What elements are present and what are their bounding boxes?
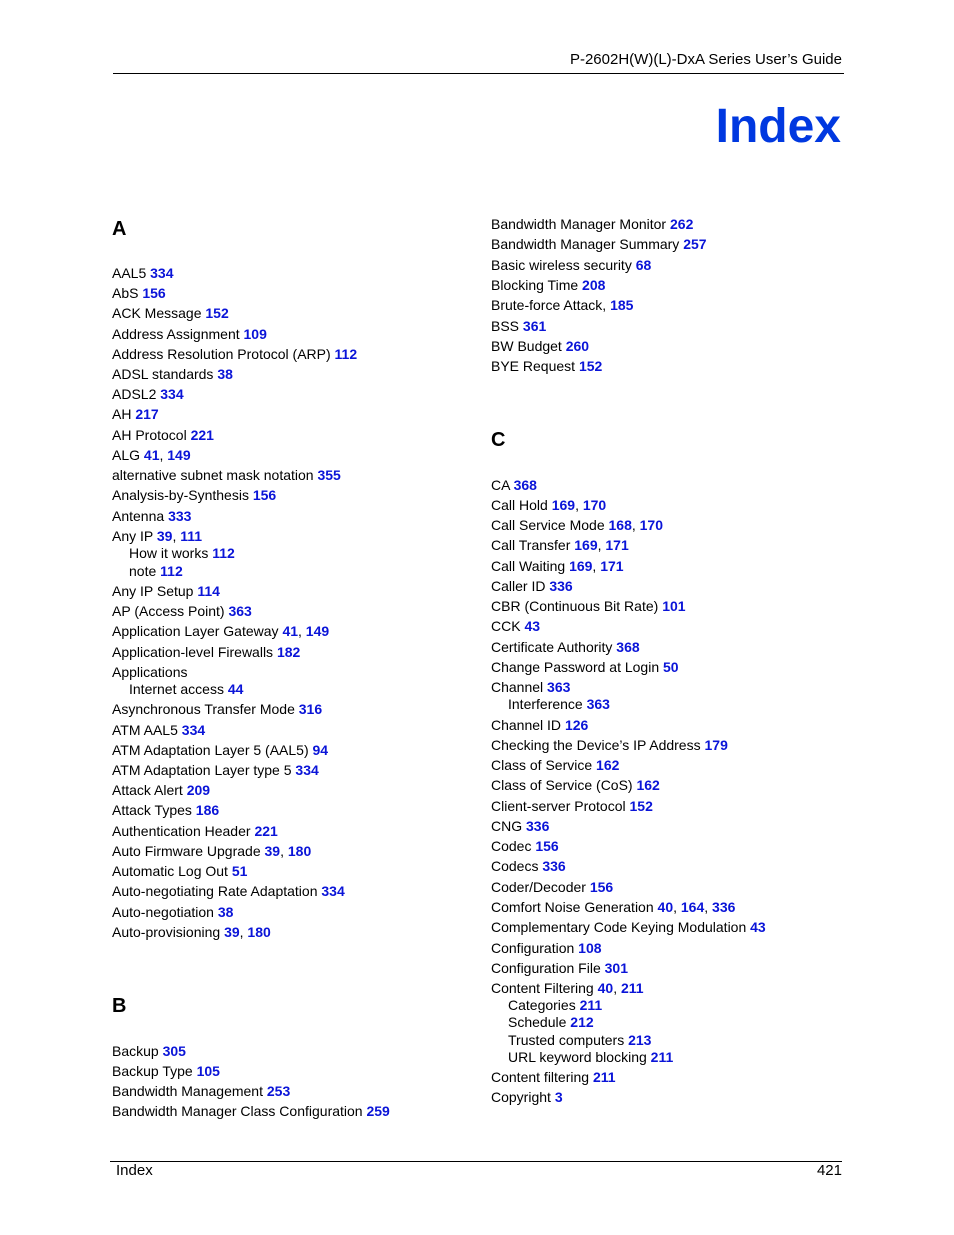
- index-term: CNG: [491, 818, 526, 834]
- page-link[interactable]: 44: [227, 681, 244, 697]
- index-term: Internet access: [129, 681, 228, 697]
- page-link[interactable]: 109: [243, 326, 267, 342]
- index-entry: [491, 236, 707, 253]
- index-entry: [112, 722, 205, 739]
- index-term: Automatic Log Out: [112, 863, 232, 879]
- index-term: alternative subnet mask notation: [112, 467, 318, 483]
- index-term: Call Service Mode: [491, 517, 609, 533]
- index-term: Content Filtering: [491, 980, 598, 996]
- index-term: Basic wireless security: [491, 257, 636, 273]
- guide-title: P-2602H(W)(L)-DxA Series User’s Guide: [569, 51, 842, 68]
- index-term: Antenna: [112, 508, 169, 524]
- index-term: ATM Adaptation Layer type 5: [112, 762, 296, 778]
- page-link[interactable]: 363: [228, 603, 252, 619]
- page-link[interactable]: 94: [312, 742, 329, 758]
- index-term: Blocking Time: [491, 277, 583, 293]
- page-link[interactable]: 152: [578, 358, 603, 374]
- page-separator: ,: [613, 980, 621, 996]
- index-term: Content filtering: [491, 1069, 593, 1085]
- page-link[interactable]: 41: [282, 623, 299, 639]
- page-link[interactable]: 211: [592, 1069, 616, 1085]
- index-entry: [491, 358, 602, 375]
- page-link[interactable]: 169: [569, 558, 593, 574]
- index-entry: [112, 427, 214, 444]
- page-link[interactable]: 170: [639, 517, 663, 533]
- index-entry: [112, 467, 341, 484]
- index-entry: [112, 664, 188, 681]
- page-link[interactable]: 334: [181, 722, 206, 738]
- page-link[interactable]: 112: [160, 563, 183, 579]
- index-entry: [491, 558, 624, 575]
- page-separator: ,: [597, 537, 606, 553]
- page-link[interactable]: 211: [620, 980, 644, 996]
- index-term: Call Waiting: [491, 558, 570, 574]
- index-term: Codec: [491, 838, 536, 854]
- index-entry: [491, 578, 573, 595]
- index-term: Codecs: [491, 858, 543, 874]
- page-link[interactable]: 363: [586, 696, 610, 712]
- index-entry: [112, 1083, 290, 1100]
- index-term: Attack Types: [112, 802, 196, 818]
- index-term: CBR (Continuous Bit Rate): [491, 598, 663, 614]
- index-term: Class of Service (CoS): [491, 777, 637, 793]
- index-subentry: [508, 696, 610, 713]
- page-link[interactable]: 260: [565, 338, 590, 354]
- page-link[interactable]: 149: [167, 447, 191, 463]
- page-link[interactable]: 50: [663, 659, 679, 675]
- index-entry: [491, 717, 588, 734]
- index-term: Any IP: [112, 528, 157, 544]
- index-term: Caller ID: [491, 578, 550, 594]
- index-subentry: [129, 681, 243, 698]
- page-link[interactable]: 212: [570, 1014, 594, 1030]
- header-rule: [113, 73, 844, 74]
- index-entry: [112, 843, 311, 860]
- index-term: note: [129, 563, 161, 579]
- index-term: Bandwidth Management: [112, 1083, 267, 1099]
- index-entry: [112, 508, 191, 525]
- index-term: AH: [112, 406, 136, 422]
- page-link[interactable]: 262: [670, 216, 694, 232]
- index-term: Auto-negotiation: [112, 904, 218, 920]
- index-entry: [112, 265, 174, 282]
- page-link[interactable]: 211: [650, 1049, 674, 1065]
- page-separator: ,: [239, 924, 248, 940]
- page-link[interactable]: 162: [596, 757, 620, 773]
- index-entry: [112, 1103, 390, 1120]
- page-link[interactable]: 185: [610, 297, 634, 313]
- page-link[interactable]: 43: [524, 618, 541, 634]
- index-entry: [491, 838, 559, 855]
- index-entry: [491, 919, 766, 936]
- index-term: Schedule: [508, 1014, 571, 1030]
- index-entry: [491, 216, 693, 233]
- index-entry: [491, 277, 605, 294]
- page-link[interactable]: 336: [526, 818, 550, 834]
- index-subentry: [129, 545, 235, 562]
- index-entry: [112, 883, 345, 900]
- index-entry: [112, 644, 300, 661]
- section-letter: C: [491, 429, 506, 451]
- page-link[interactable]: 336: [542, 858, 566, 874]
- index-term: ADSL standards: [112, 366, 218, 382]
- index-entry: [491, 477, 537, 494]
- index-term: Channel ID: [491, 717, 565, 733]
- index-entry: [491, 960, 628, 977]
- index-entry: [491, 899, 735, 916]
- index-entry: [491, 757, 619, 774]
- page-link[interactable]: 333: [168, 508, 192, 524]
- index-term: Auto Firmware Upgrade: [112, 843, 265, 859]
- page-link[interactable]: 68: [635, 257, 652, 273]
- index-term: Categories: [508, 997, 580, 1013]
- index-entry: [112, 528, 202, 545]
- footer-rule: [110, 1161, 842, 1162]
- index-term: Auto-provisioning: [112, 924, 225, 940]
- index-entry: [491, 517, 663, 534]
- footer-section: Index: [116, 1162, 153, 1179]
- page-link[interactable]: 149: [305, 623, 330, 639]
- index-term: ADSL2: [112, 386, 161, 402]
- page-link[interactable]: 40: [597, 980, 614, 996]
- page-link[interactable]: 217: [135, 406, 159, 422]
- page-link[interactable]: 208: [582, 277, 606, 293]
- index-subentry: [508, 997, 602, 1014]
- index-term: Configuration: [491, 940, 579, 956]
- page-link[interactable]: 336: [712, 899, 736, 915]
- index-entry: [491, 879, 613, 896]
- index-term: Auto-negotiating Rate Adaptation: [112, 883, 322, 899]
- page-link[interactable]: 334: [150, 265, 174, 281]
- index-entry: [491, 1089, 563, 1106]
- index-term: Analysis-by-Synthesis: [112, 487, 253, 503]
- page-link[interactable]: 39: [224, 924, 240, 940]
- index-entry: [112, 447, 191, 464]
- page-link[interactable]: 105: [196, 1063, 220, 1079]
- page-separator: ,: [575, 497, 583, 513]
- page-link[interactable]: 221: [254, 823, 278, 839]
- index-entry: [112, 583, 220, 600]
- index-entry: [112, 782, 210, 799]
- page-link[interactable]: 112: [334, 346, 358, 362]
- page-separator: ,: [298, 623, 306, 639]
- page-link[interactable]: 168: [608, 517, 632, 533]
- index-term: Backup Type: [112, 1063, 197, 1079]
- index-entry: [112, 762, 319, 779]
- page-link[interactable]: 301: [604, 960, 628, 976]
- page-link[interactable]: 334: [160, 386, 184, 402]
- page-link[interactable]: 152: [629, 798, 653, 814]
- index-entry: [112, 406, 159, 423]
- page-separator: ,: [673, 899, 681, 915]
- index-entry: [112, 366, 233, 383]
- page-link[interactable]: 180: [287, 843, 312, 859]
- page-link[interactable]: 101: [662, 598, 686, 614]
- index-entry: [112, 285, 166, 302]
- index-entry: [112, 386, 184, 403]
- page-separator: ,: [159, 447, 168, 463]
- index-term: Address Assignment: [112, 326, 244, 342]
- index-entry: [491, 679, 570, 696]
- page-link[interactable]: 171: [605, 537, 629, 553]
- index-term: Brute-force Attack,: [491, 297, 611, 313]
- index-entry: [491, 639, 640, 656]
- index-entry: [112, 326, 267, 343]
- page-link[interactable]: 179: [704, 737, 728, 753]
- page-link[interactable]: 253: [266, 1083, 291, 1099]
- index-entry: [491, 659, 679, 676]
- page-link[interactable]: 156: [252, 487, 277, 503]
- index-entry: [112, 823, 278, 840]
- index-term: Copyright: [491, 1089, 555, 1105]
- index-term: URL keyword blocking: [508, 1049, 651, 1065]
- page-link[interactable]: 164: [680, 899, 705, 915]
- index-term: AAL5: [112, 265, 151, 281]
- index-term: CCK: [491, 618, 525, 634]
- index-entry: [491, 980, 644, 997]
- page-link[interactable]: 126: [564, 717, 589, 733]
- index-entry: [112, 1043, 186, 1060]
- index-entry: [491, 737, 728, 754]
- index-term: ACK Message: [112, 305, 206, 321]
- page-link[interactable]: 169: [574, 537, 598, 553]
- index-term: Comfort Noise Generation: [491, 899, 658, 915]
- index-term: AbS: [112, 285, 143, 301]
- index-term: Call Hold: [491, 497, 552, 513]
- page-link[interactable]: 169: [551, 497, 576, 513]
- page-link[interactable]: 305: [162, 1043, 186, 1059]
- page-link[interactable]: 368: [513, 477, 537, 493]
- page-link[interactable]: 355: [317, 467, 341, 483]
- index-term: How it works: [129, 545, 213, 561]
- index-term: ALG: [112, 447, 144, 463]
- index-subentry: [129, 563, 183, 580]
- page-link[interactable]: 334: [321, 883, 345, 899]
- page-link[interactable]: 182: [276, 644, 301, 660]
- index-entry: [491, 1069, 616, 1086]
- page-link[interactable]: 170: [582, 497, 607, 513]
- index-entry: [491, 777, 660, 794]
- page-link[interactable]: 221: [190, 427, 214, 443]
- index-entry: [491, 798, 653, 815]
- index-term: AH Protocol: [112, 427, 191, 443]
- index-entry: [491, 858, 566, 875]
- index-subentry: [508, 1049, 673, 1066]
- page-link[interactable]: 39: [264, 843, 281, 859]
- index-term: Applications: [112, 664, 188, 680]
- index-term: Checking the Device’s IP Address: [491, 737, 705, 753]
- index-term: Change Password at Login: [491, 659, 663, 675]
- index-term: BYE Request: [491, 358, 579, 374]
- index-term: BSS: [491, 318, 523, 334]
- page-link[interactable]: 368: [616, 639, 640, 655]
- index-term: Certificate Authority: [491, 639, 617, 655]
- page-link[interactable]: 316: [298, 701, 323, 717]
- index-entry: [491, 338, 589, 355]
- page-separator: ,: [631, 517, 640, 533]
- index-entry: [112, 924, 271, 941]
- index-term: Bandwidth Manager Class Configuration: [112, 1103, 367, 1119]
- index-term: ATM Adaptation Layer 5 (AAL5): [112, 742, 313, 758]
- index-term: Any IP Setup: [112, 583, 198, 599]
- page-link[interactable]: 336: [549, 578, 573, 594]
- page-link[interactable]: 38: [217, 904, 234, 920]
- page-link[interactable]: 186: [195, 802, 220, 818]
- index-term: Authentication Header: [112, 823, 255, 839]
- index-entry: [491, 257, 651, 274]
- index-entry: [112, 603, 252, 620]
- section-letter: A: [112, 218, 127, 240]
- index-entry: [491, 598, 686, 615]
- index-entry: [491, 497, 606, 514]
- page-separator: ,: [704, 899, 713, 915]
- index-term: AP (Access Point): [112, 603, 229, 619]
- index-entry: [491, 297, 633, 314]
- page-link[interactable]: 40: [657, 899, 674, 915]
- page-link[interactable]: 211: [579, 997, 603, 1013]
- index-term: Bandwidth Manager Monitor: [491, 216, 670, 232]
- page-link[interactable]: 156: [535, 838, 559, 854]
- page-separator: ,: [592, 558, 601, 574]
- index-entry: [112, 305, 229, 322]
- index-term: BW Budget: [491, 338, 566, 354]
- index-entry: [491, 818, 549, 835]
- page-link[interactable]: 334: [295, 762, 319, 778]
- index-term: Address Resolution Protocol (ARP): [112, 346, 335, 362]
- page-link[interactable]: 3: [554, 1089, 563, 1105]
- index-term: Class of Service: [491, 757, 597, 773]
- page-link[interactable]: 39: [156, 528, 173, 544]
- page-link[interactable]: 213: [628, 1032, 652, 1048]
- page-link[interactable]: 162: [636, 777, 660, 793]
- page-link[interactable]: 51: [231, 863, 248, 879]
- index-term: Coder/Decoder: [491, 879, 590, 895]
- footer-page-number: 421: [816, 1162, 842, 1179]
- index-entry: [491, 618, 540, 635]
- index-term: Interference: [508, 696, 587, 712]
- page-link[interactable]: 171: [600, 558, 624, 574]
- page-link[interactable]: 111: [180, 528, 203, 544]
- section-letter: B: [112, 995, 127, 1017]
- index-entry: [491, 940, 602, 957]
- index-term: Application Layer Gateway: [112, 623, 283, 639]
- page-link[interactable]: 361: [522, 318, 547, 334]
- page-link[interactable]: 41: [143, 447, 160, 463]
- page-link[interactable]: 108: [578, 940, 602, 956]
- page-link[interactable]: 180: [247, 924, 271, 940]
- index-term: Call Transfer: [491, 537, 575, 553]
- page-separator: ,: [172, 528, 181, 544]
- index-term: CA: [491, 477, 514, 493]
- index-entry: [491, 537, 629, 554]
- page-link[interactable]: 257: [683, 236, 707, 252]
- index-term: Backup: [112, 1043, 163, 1059]
- page-link[interactable]: 209: [186, 782, 211, 798]
- index-entry: [491, 318, 546, 335]
- page-link[interactable]: 156: [142, 285, 166, 301]
- index-entry: [112, 623, 329, 640]
- index-term: Application-level Firewalls: [112, 644, 277, 660]
- index-entry: [112, 346, 357, 363]
- page-link[interactable]: 156: [589, 879, 614, 895]
- index-subentry: [508, 1032, 651, 1049]
- page-link[interactable]: 363: [547, 679, 571, 695]
- index-term: Trusted computers: [508, 1032, 629, 1048]
- page-link[interactable]: 152: [205, 305, 229, 321]
- index-subentry: [508, 1014, 594, 1031]
- index-term: Bandwidth Manager Summary: [491, 236, 684, 252]
- page-link[interactable]: 259: [366, 1103, 390, 1119]
- page-link[interactable]: 43: [750, 919, 766, 935]
- index-entry: [112, 701, 322, 718]
- page-title: Index: [715, 100, 841, 153]
- page-separator: ,: [280, 843, 288, 859]
- index-term: ATM AAL5: [112, 722, 182, 738]
- index-entry: [112, 802, 219, 819]
- index-entry: [112, 1063, 220, 1080]
- index-term: Asynchronous Transfer Mode: [112, 701, 299, 717]
- index-entry: [112, 863, 247, 880]
- page-link[interactable]: 112: [212, 545, 235, 561]
- index-term: Channel: [491, 679, 548, 695]
- index-term: Complementary Code Keying Modulation: [491, 919, 751, 935]
- page-link[interactable]: 38: [217, 366, 233, 382]
- index-term: Attack Alert: [112, 782, 187, 798]
- index-entry: [112, 487, 276, 504]
- page-link[interactable]: 114: [197, 583, 220, 599]
- index-entry: [112, 742, 328, 759]
- index-entry: [112, 904, 233, 921]
- index-term: Client-server Protocol: [491, 798, 630, 814]
- index-term: Configuration File: [491, 960, 605, 976]
